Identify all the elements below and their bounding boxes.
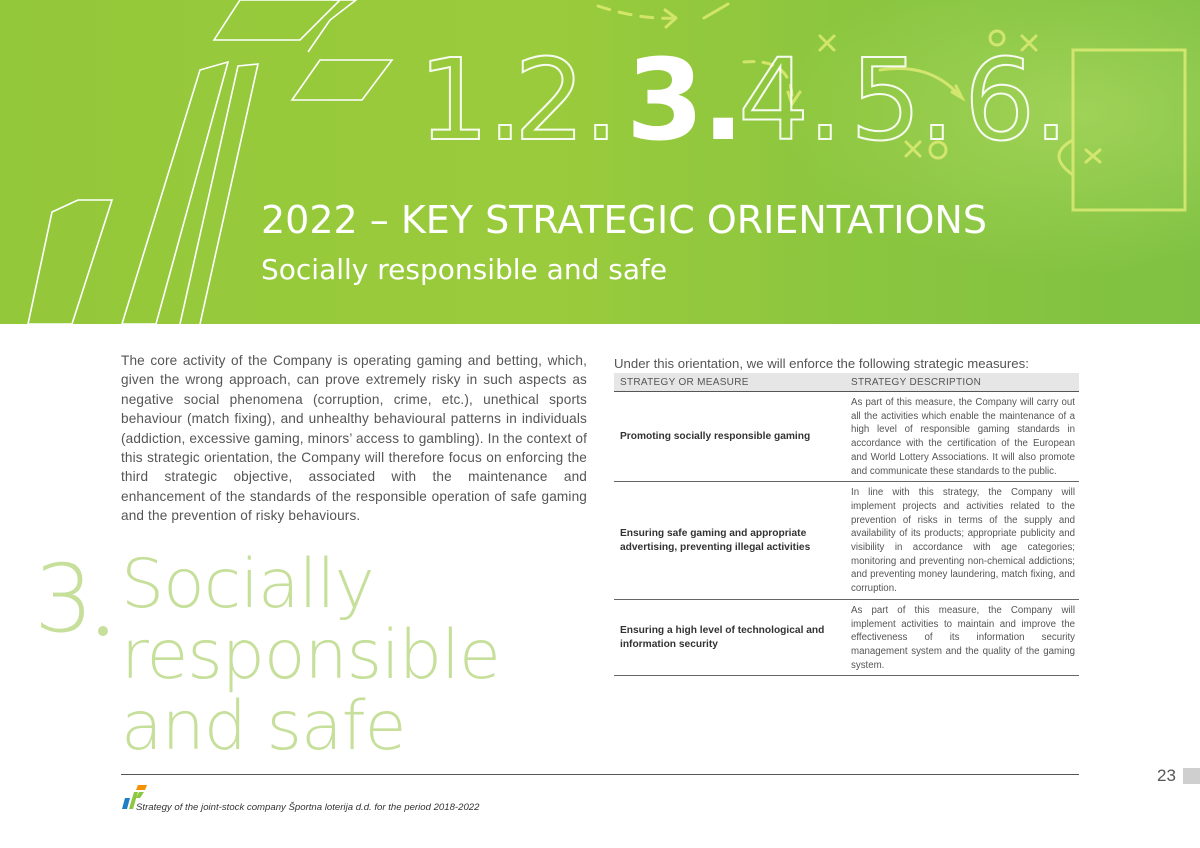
orientation-number-2: 2. [514,36,617,166]
table-cell-description: In line with this strategy, the Company will implement projects and activities related to the prevention of risks in terms of the supply and availability of its products; appropriate publicity and visibility in accordance with age categories; monitoring and preventing non-chemical addictions; and preventing money laundering, match fixing, and corruption. [851,487,1075,595]
table-intro: Under this orientation, we will enforce the following strategic measures: [614,356,1029,371]
table-row [614,392,1079,482]
table-header-description: STRATEGY DESCRIPTION [851,376,982,388]
footer-divider [121,774,1079,775]
section-title-line-3: and safe [121,687,406,766]
orientation-numbers [418,36,1078,166]
header-banner [0,0,1200,324]
orientation-number-4: 4. [738,36,841,166]
strategic-measures-table [614,373,1079,676]
orientation-number-5: 5. [850,36,953,166]
intro-paragraph: The core activity of the Company is operating gaming and betting, which, given the wrong approach, can prove extremely risky in such aspects as negative social phenomena (corruption, crime, etc.), unethical sports behaviour (match fixing), and unhealthy behavioural patterns in individuals (addiction, excessive gaming, minors’ access to gambling). In the context of this strategic orientation, the Company will therefore focus on enforcing the third strategic objective, associated with the maintenance and enhancement of the standards of the responsible operation of safe gaming and the prevention of risky behaviours. [121,353,587,524]
section-number: 3 [34,545,94,654]
page-title: 2022 – KEY STRATEGIC ORIENTATIONS [261,198,987,242]
orientation-number-6: 6. [964,36,1067,166]
orientation-number-3-active: 3. [626,36,743,166]
table-row [614,600,1079,677]
section-title [121,545,500,766]
table-cell-measure: Promoting socially responsible gaming [620,430,811,442]
table-cell-description: As part of this measure, the Company will carry out all the activities which enable the maintenance of a high level of responsible gaming standards in accordance with the certification of the European and World Lottery Associations. It will also promote and communicate these standards to the public. [851,397,1075,477]
table-row [614,482,1079,600]
table-header-measure: STRATEGY OR MEASURE [620,376,749,388]
page-number: 23 [1157,766,1176,785]
table-cell-measure: Ensuring a high level of technological and information security [620,624,825,650]
section-title-line-2: responsible [121,616,500,695]
table-cell-measure: Ensuring safe gaming and appropriate advertising, preventing illegal activities [620,527,811,553]
footer-caption: Strategy of the joint-stock company Športna loterija d.d. for the period 2018-2022 [136,802,480,813]
orientation-number-1: 1. [418,36,521,166]
page-subtitle: Socially responsible and safe [261,253,668,286]
section-title-line-1: Socially [121,545,374,624]
page-tab-marker [1183,768,1200,784]
table-header-row [614,373,1079,392]
section-number-dot [98,626,108,636]
table-cell-description: As part of this measure, the Company will implement activities to maintain and improve the effectiveness of its information security management system and the quality of the gaming system. [851,604,1075,671]
